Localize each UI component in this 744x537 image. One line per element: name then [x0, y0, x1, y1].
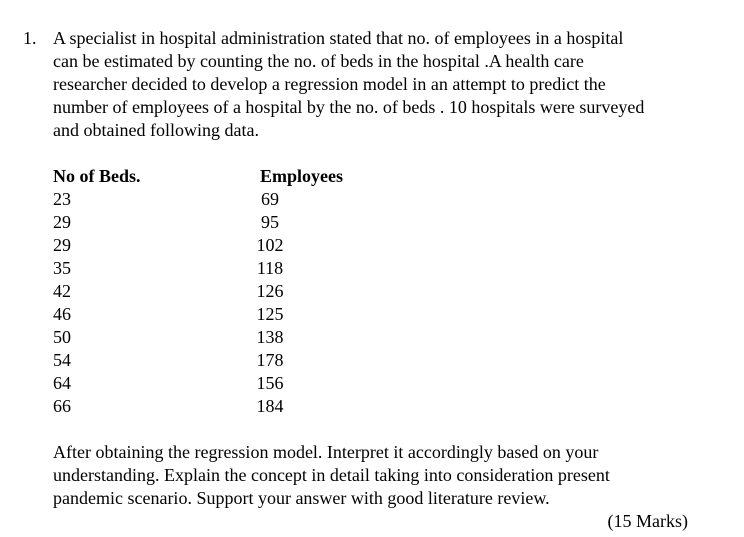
employees-cell: 95: [261, 212, 279, 232]
question-line: number of employees of a hospital by the no. of beds . 10 hospitals were surveyed: [53, 97, 645, 117]
question-text: [53, 27, 723, 142]
beds-cell: 29: [53, 235, 71, 255]
instruction-text: [53, 441, 723, 510]
question-line: and obtained following data.: [53, 120, 259, 140]
question-line: researcher decided to develop a regression model in an attempt to predict the: [53, 74, 606, 94]
employees-cell: 178: [256, 350, 284, 370]
marks-label: (15 Marks): [607, 511, 688, 531]
beds-cell: 42: [53, 281, 71, 301]
employees-cell: 125: [256, 304, 284, 324]
beds-cell: 50: [53, 327, 71, 347]
table-row: [53, 395, 373, 418]
beds-cell: 35: [53, 258, 71, 278]
instruction-line: After obtaining the regression model. Interpret it accordingly based on your: [53, 442, 599, 462]
table-row: [53, 349, 373, 372]
beds-column-header: No of Beds.: [53, 166, 141, 186]
question-number: 1.: [23, 28, 37, 48]
table-body: [53, 188, 373, 418]
beds-cell: 66: [53, 396, 71, 416]
table-row: [53, 303, 373, 326]
employees-cell: 102: [256, 235, 284, 255]
instruction-line: understanding. Explain the concept in detail taking into consideration present: [53, 465, 610, 485]
table-row: [53, 372, 373, 395]
employees-cell: 138: [256, 327, 284, 347]
employees-cell: 69: [261, 189, 279, 209]
beds-cell: 46: [53, 304, 71, 324]
table-row: [53, 211, 373, 234]
instruction-line: pandemic scenario. Support your answer with good literature review.: [53, 488, 550, 508]
beds-cell: 29: [53, 212, 71, 232]
table-row: [53, 234, 373, 257]
employees-cell: 118: [256, 258, 284, 278]
table-row: [53, 280, 373, 303]
table-row: [53, 188, 373, 211]
beds-cell: 54: [53, 350, 71, 370]
employees-column-header: Employees: [260, 166, 343, 186]
employees-cell: 126: [256, 281, 284, 301]
table-row: [53, 257, 373, 280]
beds-cell: 23: [53, 189, 71, 209]
question-line: A specialist in hospital administration stated that no. of employees in a hospital: [53, 28, 624, 48]
question-line: can be estimated by counting the no. of beds in the hospital .A health care: [53, 51, 584, 71]
beds-cell: 64: [53, 373, 71, 393]
employees-cell: 156: [256, 373, 284, 393]
table-row: [53, 326, 373, 349]
employees-cell: 184: [256, 396, 284, 416]
